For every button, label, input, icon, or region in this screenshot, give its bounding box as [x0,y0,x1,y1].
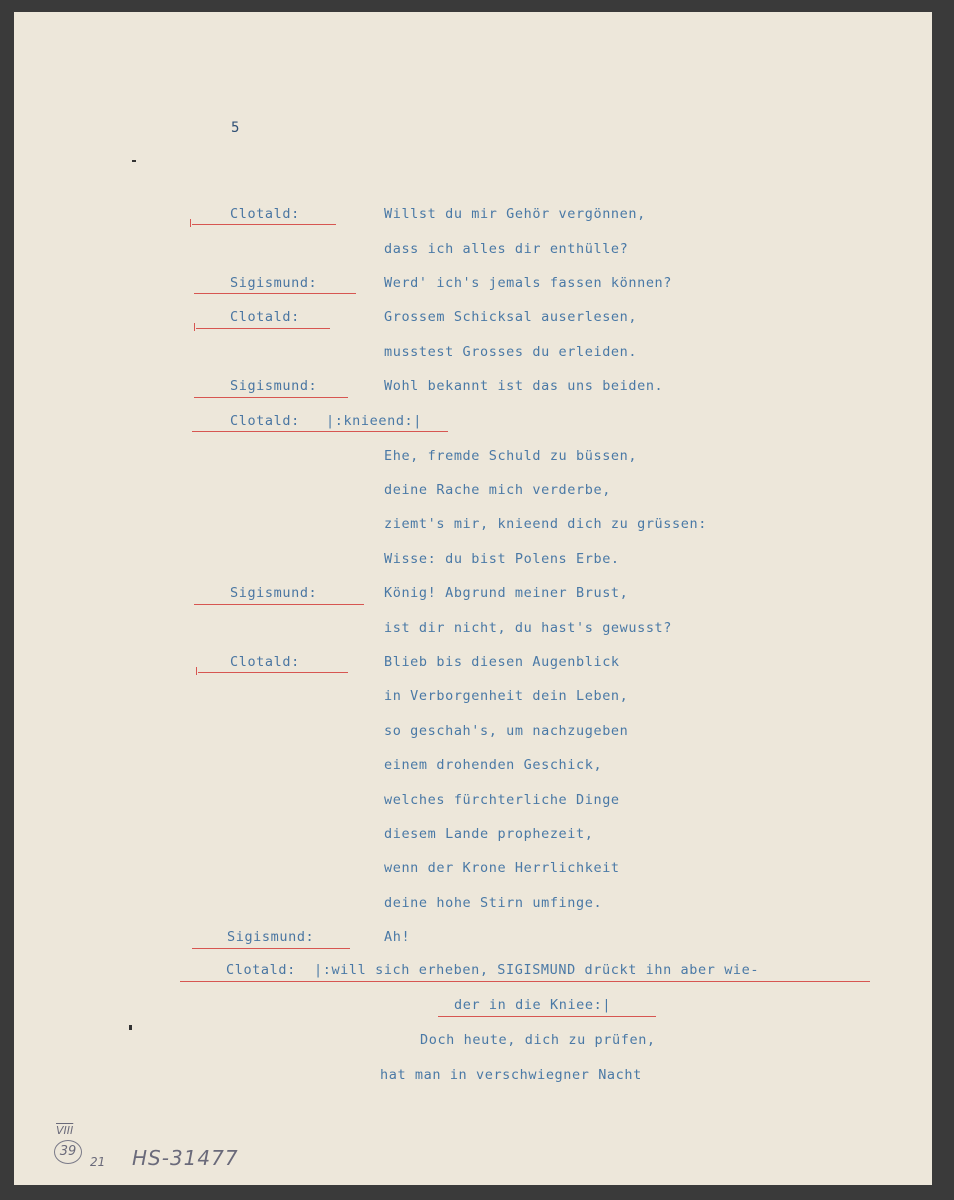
speaker-name: Sigismund: [230,378,318,394]
speaker-name: Sigismund: [230,585,318,601]
red-underline [194,293,356,294]
speaker-name: Clotald: [230,413,300,429]
verse-line: König! Abgrund meiner Brust, [384,585,629,601]
verse-line: Grossem Schicksal auserlesen, [384,309,638,325]
red-underline [438,1016,656,1017]
red-underline [180,981,870,982]
red-underline [192,431,448,432]
red-underline [194,604,364,605]
document-page [14,12,932,1185]
verse-line: ziemt's mir, knieend dich zu grüssen: [384,516,707,532]
verse-line: Werd' ich's jemals fassen können? [384,275,673,291]
verse-line: so geschah's, um nachzugeben [384,723,629,739]
stage-direction: |:will sich erheben, SIGISMUND drückt ihn aber wie- [314,962,760,978]
verse-line: einem drohenden Geschick, [384,757,603,773]
speaker-name: Clotald: [230,654,300,670]
red-underline [192,948,350,949]
verse-line: Wisse: du bist Polens Erbe. [384,551,620,567]
verse-line: musstest Grosses du erleiden. [384,344,638,360]
verse-line: Willst du mir Gehör vergönnen, [384,206,646,222]
red-hook-mark [196,667,203,675]
stage-direction: |:knieend:| [326,413,423,429]
verse-line: Wohl bekannt ist das uns beiden. [384,378,664,394]
verse-line: Ah! [384,929,411,945]
speaker-name: Clotald: [226,962,296,978]
circled-number: 39 [54,1140,82,1164]
speaker-name: Clotald: [230,206,300,222]
verse-line: deine hohe Stirn umfinge. [384,895,603,911]
verse-line: Doch heute, dich zu prüfen, [420,1032,656,1048]
sub-number-mark: 21 [90,1155,106,1169]
verse-line: welches fürchterliche Dinge [384,792,620,808]
verse-line: Blieb bis diesen Augenblick [384,654,620,670]
verse-line: dass ich alles dir enthülle? [384,241,629,257]
roman-numeral-mark: VIII [56,1124,74,1137]
stage-direction: der in die Kniee:| [454,997,612,1013]
red-underline [196,328,330,329]
verse-line: deine Rache mich verderbe, [384,482,611,498]
red-hook-mark [194,323,201,331]
red-underline [198,672,348,673]
red-hook-mark [190,219,197,227]
ink-speck [129,1025,132,1030]
speaker-name: Sigismund: [230,275,318,291]
speaker-name: Clotald: [230,309,300,325]
ink-speck [132,160,136,162]
circled-number-mark [54,1140,82,1164]
shelfmark: HS-31477 [132,1146,239,1170]
red-underline [194,397,348,398]
speaker-name: Sigismund: [227,929,315,945]
verse-line: hat man in verschwiegner Nacht [380,1067,642,1083]
verse-line: wenn der Krone Herrlichkeit [384,860,620,876]
verse-line: Ehe, fremde Schuld zu büssen, [384,448,638,464]
verse-line: ist dir nicht, du hast's gewusst? [384,620,673,636]
red-underline [192,224,336,225]
verse-line: diesem Lande prophezeit, [384,826,594,842]
page-number: 5 [231,120,241,136]
verse-line: in Verborgenheit dein Leben, [384,688,629,704]
